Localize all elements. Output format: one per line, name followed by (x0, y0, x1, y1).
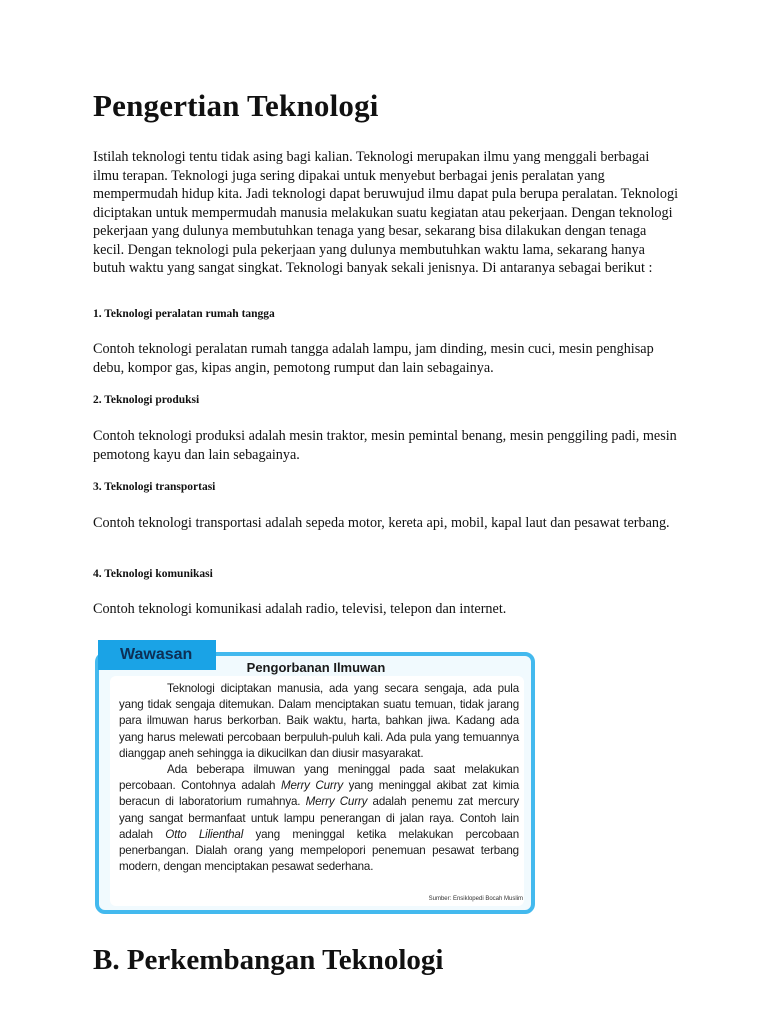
scientist-name: Merry Curry (305, 795, 368, 809)
wawasan-box (95, 636, 537, 916)
section-heading-rumah-tangga: 1. Teknologi peralatan rumah tangga (93, 308, 275, 320)
wawasan-title: Pengorbanan Ilmuwan (246, 660, 386, 675)
wawasan-p2-text-a: Ada beberapa ilmuwan yang meninggal pada saat melakukan percobaan. Contohnya adalah (119, 763, 519, 793)
intro-paragraph: Istilah teknologi tentu tidak asing bagi kalian. Teknologi merupakan ilmu yang menggali berbagai ilmu terapan. Teknologi juga sering dipakai untuk menyebut berbagai jenis peralatan yang mempermudah hidup kita. Jadi teknologi dapat beruwujud ilmu dapat pula berupa peralatan. Teknologi diciptakan untuk mempermudah manusia melakukan suatu kegiatan atau pekerjaan. Dengan teknologi pekerjaan yang dulunya membutuhkan tenaga yang besar, sekarang bisa dilakukan dengan tenaga kecil. Dengan teknologi pula pekerjaan yang dulunya membutuhkan waktu lama, sekarang hanya butuh waktu yang sangat singkat. Teknologi banyak sekali jenisnya. Di antaranya sebagai berikut : (93, 149, 679, 276)
section-body-komunikasi: Contoh teknologi komunikasi adalah radio, televisi, telepon dan internet. (93, 601, 507, 617)
section-body-rumah-tangga: Contoh teknologi peralatan rumah tangga adalah lampu, jam dinding, mesin cuci, mesin penghisap debu, kompor gas, kipas angin, pemotong rumput dan lain sebagainya. (93, 341, 654, 376)
section-heading-komunikasi: 4. Teknologi komunikasi (93, 568, 213, 580)
wawasan-p2-text-c: adalah penemu zat mercury yang sangat bermanfaat untuk lampu penerangan di jalan raya. Contoh lain adalah (119, 795, 519, 841)
section-body-transportasi: Contoh teknologi transportasi adalah sepeda motor, kereta api, mobil, kapal laut dan pesawat terbang. (93, 515, 670, 531)
scientist-name: Otto Lilienthal (165, 827, 244, 841)
wawasan-paragraph-2 (119, 762, 519, 875)
page-title: Pengertian Teknologi (93, 88, 379, 123)
wawasan-paragraph-1: Teknologi diciptakan manusia, ada yang secara sengaja, ada pula yang tidak sengaja ditemukan. Dalam menciptakan suatu temuan, tidak jarang para ilmuwan harus berkorban. Baik waktu, harta, bahkan jiwa. Kadang ada yang harus melewati percobaan berpuluh-puluh kali. Ada pula yang temuannya dianggap aneh sehingga ia dikucilkan dan diusir masyarakat. (119, 682, 519, 760)
wawasan-text (119, 681, 519, 875)
section-heading-transportasi: 3. Teknologi transportasi (93, 481, 216, 493)
wawasan-p2-text-b: yang meninggal akibat zat kimia beracun di laboratorium rumahnya. (119, 779, 519, 809)
wawasan-source: Sumber: Ensiklopedi Bocah Muslim (428, 896, 523, 902)
wawasan-p2-text-d: yang meninggal ketika melakukan percobaan penerbangan. Dialah orang yang mempelopori penemuan pesawat terbang modern, dengan menciptakan pesawat sederhana. (119, 827, 519, 874)
section-body-produksi: Contoh teknologi produksi adalah mesin traktor, mesin pemintal benang, mesin penggiling padi, mesin pemotong kayu dan lain sebagainya. (93, 428, 677, 463)
wawasan-tab-label: Wawasan (98, 640, 216, 670)
section-title-perkembangan: B. Perkembangan Teknologi (93, 944, 444, 976)
section-heading-produksi: 2. Teknologi produksi (93, 394, 200, 406)
scientist-name: Merry Curry (280, 779, 343, 793)
